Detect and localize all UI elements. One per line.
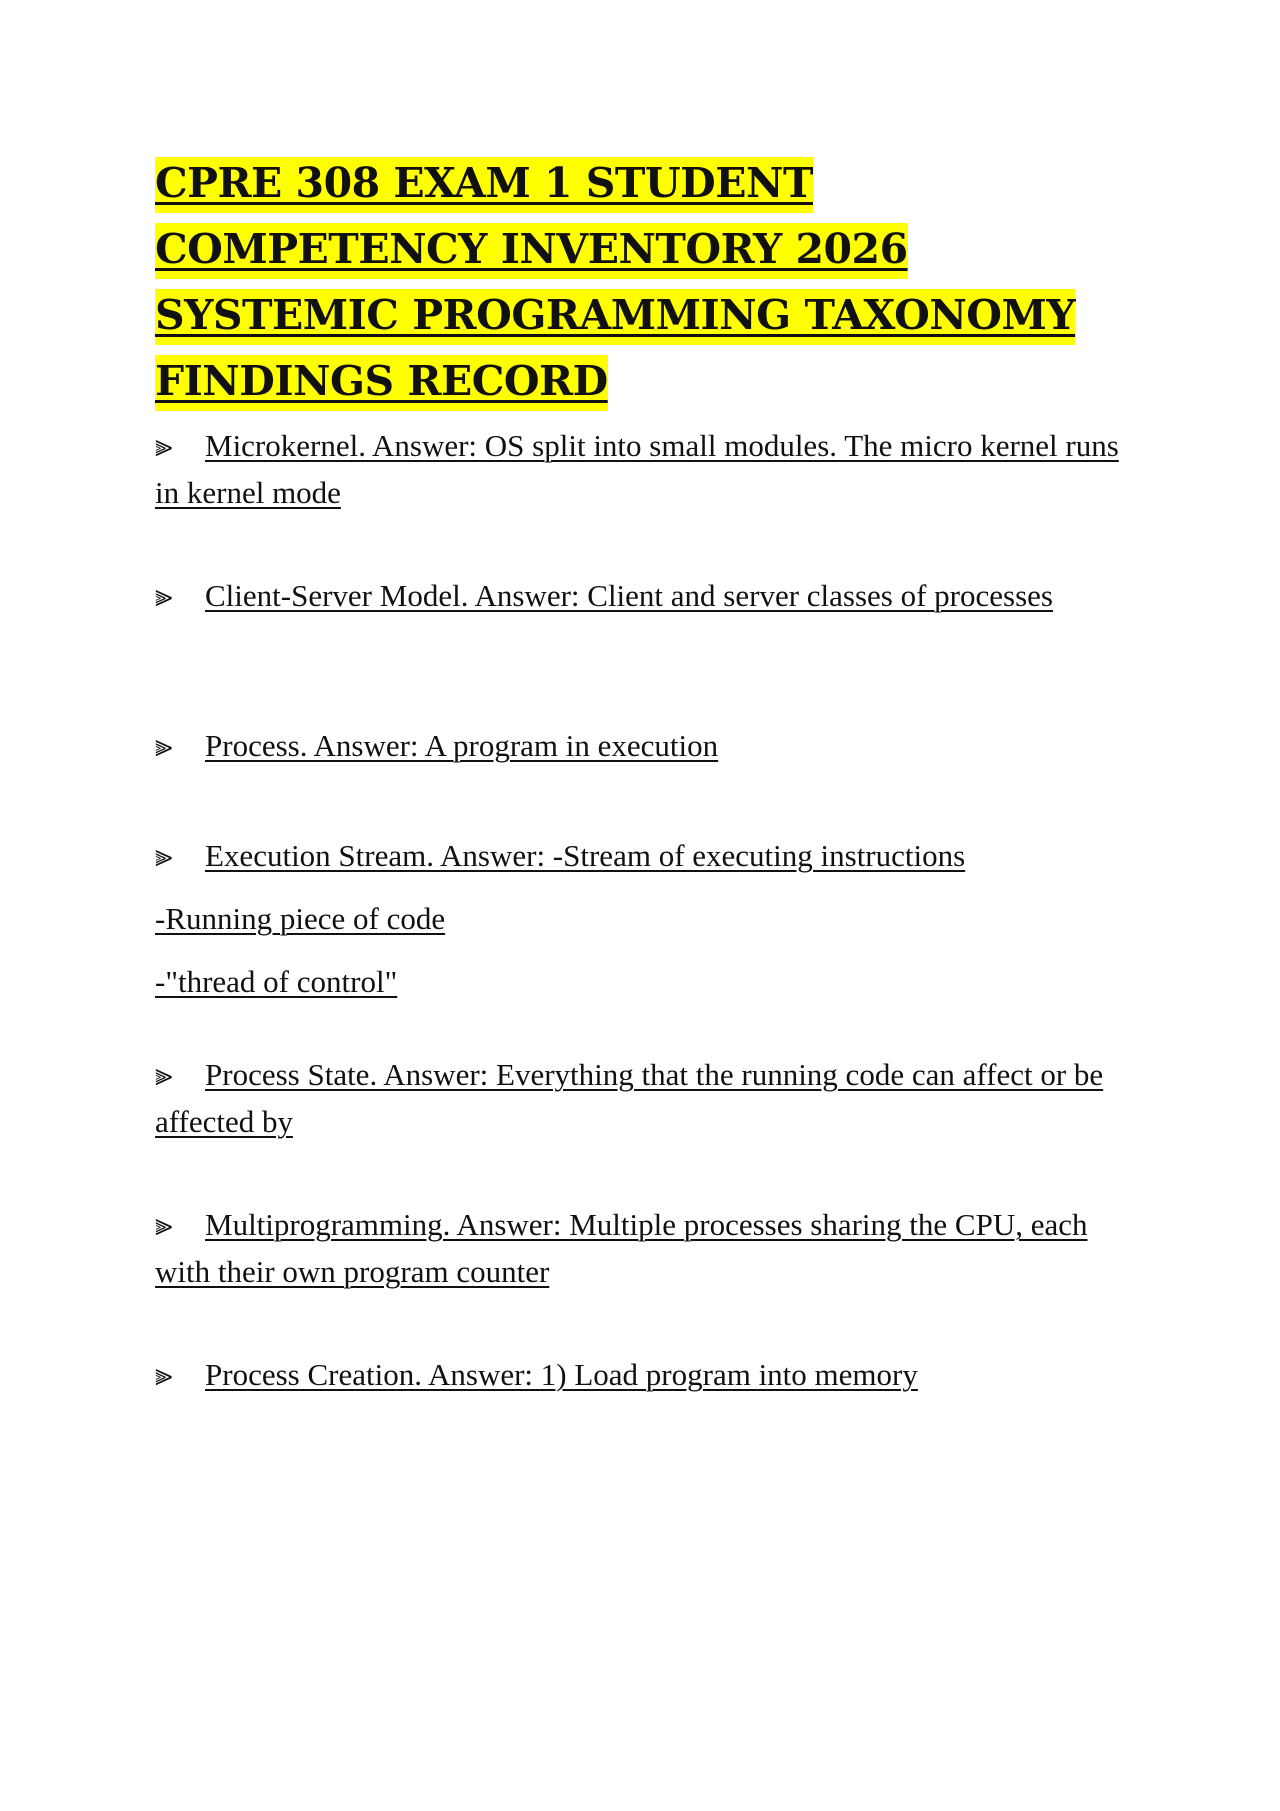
qa-item-client-server-model (155, 572, 1135, 619)
double-right-angle-arrow-icon: ⫸ (155, 428, 173, 463)
double-right-angle-arrow-icon: ⫸ (155, 838, 173, 873)
qa-item-process (155, 722, 1135, 769)
qa-item-execution-stream (155, 832, 1135, 1005)
double-right-angle-arrow-icon: ⫸ (155, 1207, 173, 1242)
qa-item-continuation-line: -Running piece of code (155, 901, 446, 936)
document-title (155, 150, 1155, 414)
qa-item-text: Multiprogramming. Answer: Multiple processes sharing the CPU, each with their own program counter (155, 1207, 1088, 1289)
qa-item-text: Microkernel. Answer: OS split into small modules. The micro kernel runs in kernel mode (155, 428, 1119, 510)
title-highlight: CPRE 308 EXAM 1 STUDENT COMPETENCY INVENTORY 2026 SYSTEMIC PROGRAMMING TAXONOMY FINDINGS RECORD (155, 157, 1075, 411)
qa-item-process-state (155, 1051, 1135, 1145)
qa-item-microkernel (155, 422, 1135, 516)
qa-item-first-line (155, 832, 1135, 879)
double-right-angle-arrow-icon: ⫸ (155, 1357, 173, 1392)
double-right-angle-arrow-icon: ⫸ (155, 728, 173, 763)
qa-item-text: Process. Answer: A program in execution (205, 728, 719, 763)
qa-item-continuation-line: -"thread of control" (155, 964, 398, 999)
qa-item-process-creation (155, 1351, 1135, 1398)
qa-item-text: Process State. Answer: Everything that the running code can affect or be affected by (155, 1057, 1104, 1139)
qa-item-text: Client-Server Model. Answer: Client and server classes of processes (205, 578, 1053, 613)
qa-item-multiprogramming (155, 1201, 1135, 1295)
qa-item-text: Execution Stream. Answer: -Stream of executing instructions (205, 838, 966, 873)
double-right-angle-arrow-icon: ⫸ (155, 1057, 173, 1092)
qa-item-text: Process Creation. Answer: 1) Load program into memory (205, 1357, 918, 1392)
double-right-angle-arrow-icon: ⫸ (155, 578, 173, 613)
